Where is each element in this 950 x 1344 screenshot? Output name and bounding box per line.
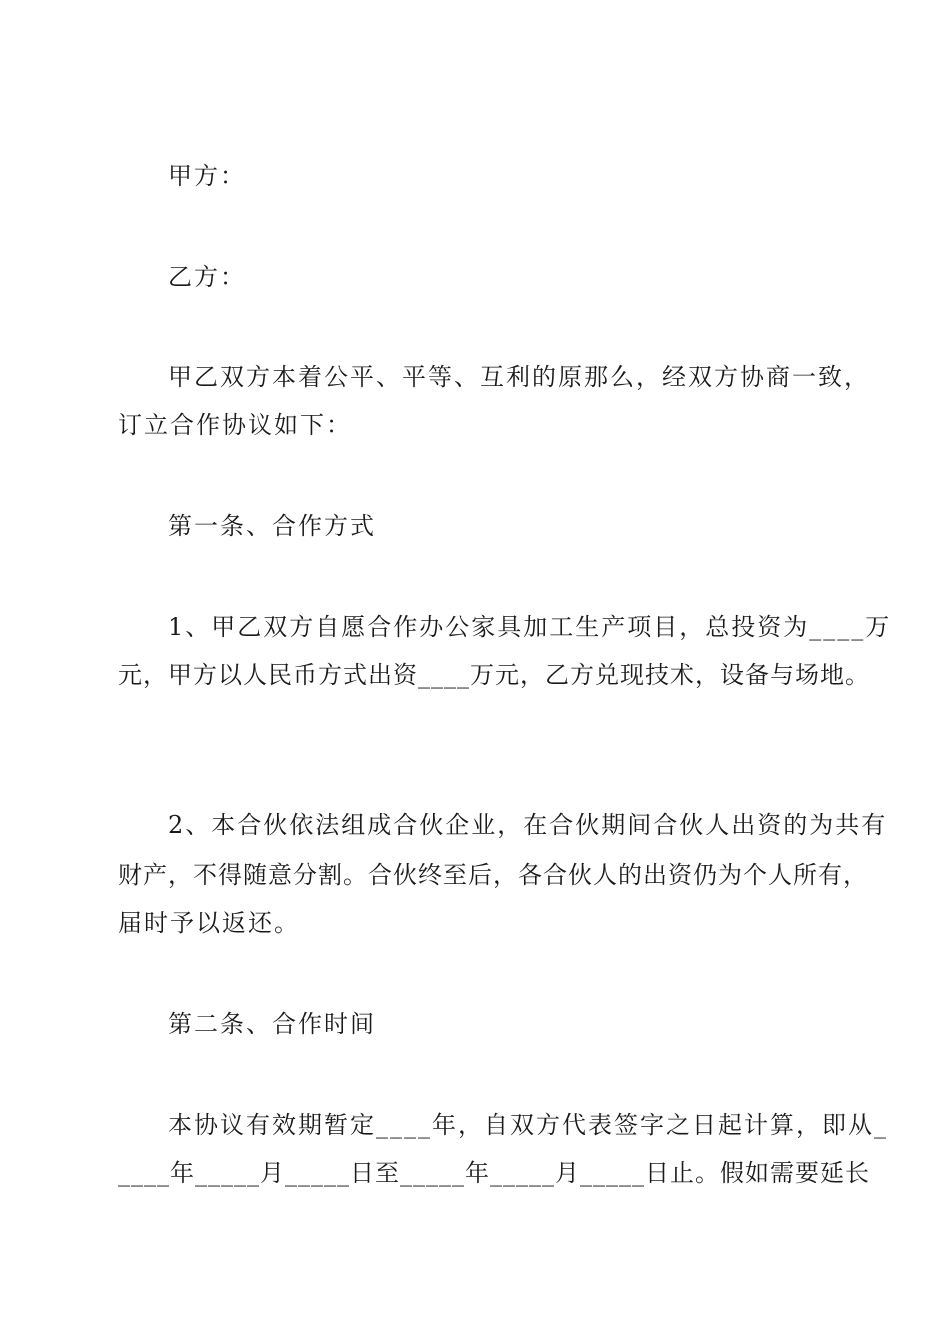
article-2-body-line-1: 本协议有效期暂定____年，自双方代表签字之日起计算，即从_ (168, 1111, 888, 1139)
intro-line-1: 甲乙双方本着公平、平等、互利的原那么，经双方协商一致， (168, 363, 870, 391)
party-a-label: 甲方： (168, 162, 246, 190)
party-b-label: 乙方： (168, 263, 246, 291)
article-1-clause-2-line-3: 届时予以返还。 (118, 909, 300, 937)
article-1-heading: 第一条、合作方式 (168, 512, 376, 540)
article-1-clause-1-line-1: 1、甲乙双方自愿合作办公家具加工生产项目，总投资为____万 (168, 613, 892, 641)
article-1-clause-2-line-2: 财产，不得随意分割。合伙终至后，各合伙人的出资仍为个人所有， (118, 861, 868, 889)
intro-line-2: 订立合作协议如下： (118, 411, 352, 439)
article-2-body-line-2: ____年_____月_____日至_____年_____月_____日止。假如需要延长 (118, 1159, 870, 1187)
article-1-clause-1-line-2: 元，甲方以人民币方式出资____万元，乙方兑现技术，设备与场地。 (118, 661, 870, 689)
article-1-clause-2-line-1: 2、本合伙依法组成合伙企业，在合伙期间合伙人出资的为共有 (168, 811, 888, 839)
article-2-heading: 第二条、合作时间 (168, 1010, 376, 1038)
